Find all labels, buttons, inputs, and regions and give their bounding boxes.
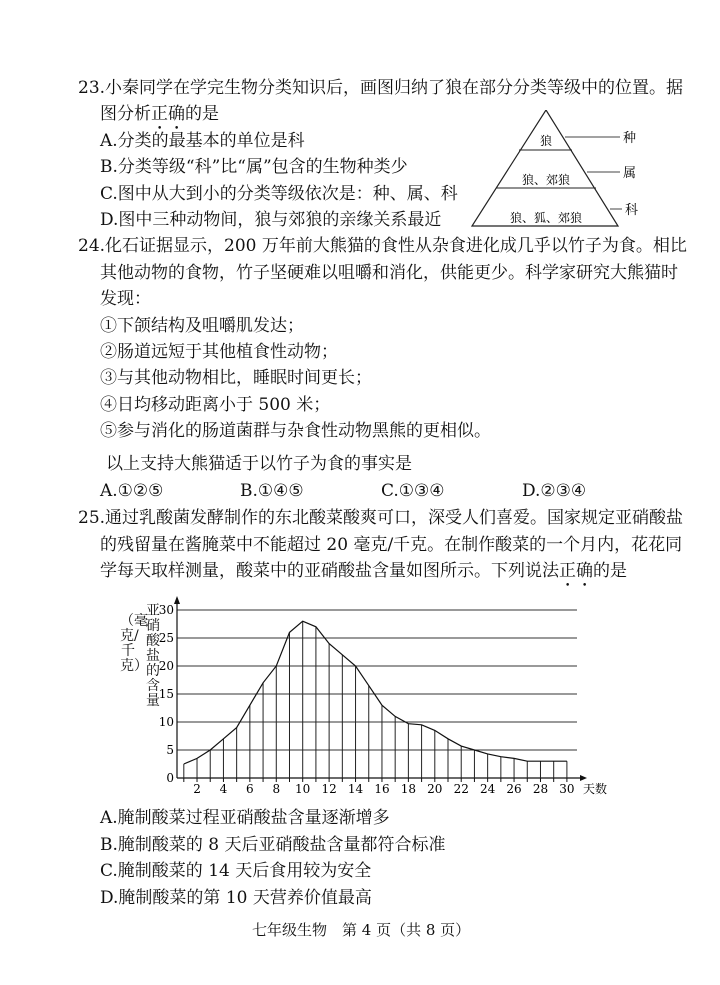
- q25-option-d: D.腌制酸菜的第 10 天营养价值最高: [100, 888, 372, 908]
- q25-option-b: B.腌制酸菜的 8 天后亚硝酸盐含量都符合标准: [100, 835, 446, 855]
- q24-stem-line1: 24.化石证据显示，200 万年前大熊猫的食性从杂食进化成几乎以竹子为食。相比: [78, 236, 687, 256]
- x-tick-label: 16: [374, 782, 390, 796]
- q25-option-c: C.腌制酸菜的 14 天后食用较为安全: [100, 861, 372, 881]
- q24-option-c: C.①③④: [381, 481, 445, 501]
- x-tick-label: 12: [321, 782, 337, 796]
- y-tick-label: 10: [158, 715, 174, 729]
- label-species: 种: [623, 131, 637, 146]
- text: 的是: [185, 104, 219, 124]
- pyramid-outline: [472, 110, 618, 226]
- x-tick-label: 24: [479, 782, 496, 796]
- q24-option-a: A.①②⑤: [100, 481, 164, 501]
- x-tick-label: 26: [506, 782, 522, 796]
- x-tick-label: 28: [532, 782, 549, 796]
- page-footer: 七年级生物 第 4 页（共 8 页）: [252, 921, 471, 939]
- q23-option-b: B.分类等级“科”比“属”包含的生物种类少: [100, 157, 408, 177]
- pyramid-level-genus: 狼、郊狼: [521, 173, 571, 187]
- x-tick-label: 30: [559, 782, 575, 796]
- emphasis-text: 正确: [559, 561, 593, 581]
- q25-stem-line1: 25.通过乳酸菌发酵制作的东北酸菜酸爽可口，深受人们喜爱。国家规定亚硝酸盐: [78, 508, 684, 528]
- x-axis-label: 天数: [583, 782, 608, 796]
- text: 学每天取样测量，酸菜中的亚硝酸盐含量如图所示。下列说法: [100, 561, 559, 581]
- y-tick-label: 15: [158, 687, 174, 701]
- chart-y-unit: （毫克/千克）: [120, 613, 148, 674]
- y-tick-label: 20: [158, 659, 174, 673]
- q24-fact-3: ③与其他动物相比，睡眠时间更长；: [100, 368, 372, 388]
- y-tick-label: 30: [158, 603, 174, 617]
- text: 的是: [593, 561, 627, 581]
- pyramid-level-species: 狼: [539, 134, 553, 148]
- x-tick-label: 22: [453, 782, 469, 796]
- y-tick-label: 0: [166, 771, 174, 785]
- x-axis-arrow: [580, 775, 587, 781]
- q24-option-d: D.②③④: [522, 481, 587, 501]
- q24-stem-line2: 其他动物的食物，竹子坚硬难以咀嚼和消化，供能更少。科学家研究大熊猫时: [100, 263, 678, 283]
- x-tick-label: 20: [427, 782, 443, 796]
- chart-y-label: 亚硝酸盐的含量: [146, 603, 160, 709]
- text: 图分析: [100, 104, 151, 124]
- y-axis-arrow: [174, 596, 180, 604]
- pyramid-level-family: 狼、狐、郊狼: [509, 211, 583, 225]
- x-tick-label: 8: [272, 782, 281, 796]
- x-tick-label: 10: [295, 782, 311, 796]
- x-tick-label: 2: [193, 782, 201, 796]
- q25-option-a: A.腌制酸菜过程亚硝酸盐含量逐渐增多: [100, 808, 390, 828]
- q24-option-b: B.①④⑤: [240, 481, 304, 501]
- emphasis-text: 正确: [151, 104, 185, 124]
- q24-stem-line3: 发现：: [100, 289, 151, 309]
- x-tick-label: 6: [246, 782, 254, 796]
- q23-stem-line1: 23.小秦同学在学完生物分类知识后，画图归纳了狼在部分分类等级中的位置。据: [78, 78, 684, 98]
- q24-fact-4: ④日均移动距离小于 500 米；: [100, 395, 331, 415]
- q24-fact-5: ⑤参与消化的肠道菌群与杂食性动物黑熊的更相似。: [100, 421, 491, 441]
- y-tick-label: 25: [158, 631, 174, 645]
- y-tick-label: 5: [166, 743, 174, 757]
- q23-option-a: A.分类的最基本的单位是科: [100, 131, 305, 151]
- data-line: [184, 621, 567, 764]
- classification-pyramid-diagram: [460, 110, 660, 240]
- x-tick-label: 14: [347, 782, 364, 796]
- label-family: 科: [625, 203, 639, 218]
- q24-fact-1: ①下颌结构及咀嚼肌发达；: [100, 316, 304, 336]
- q23-stem-line2: [100, 104, 219, 134]
- nitrite-chart: [110, 595, 610, 800]
- q25-stem-line3: [100, 561, 627, 591]
- q24-question: 以上支持大熊猫适于以竹子为食的事实是: [106, 454, 412, 474]
- q23-option-c: C.图中从大到小的分类等级依次是：种、属、科: [100, 184, 458, 204]
- x-tick-label: 18: [400, 782, 417, 796]
- label-genus: 属: [623, 166, 637, 181]
- x-tick-label: 4: [219, 782, 228, 796]
- q23-option-d: D.图中三种动物间，狼与郊狼的亲缘关系最近: [100, 210, 442, 230]
- q25-stem-line2: 的残留量在酱腌菜中不能超过 20 毫克/千克。在制作酸菜的一个月内，花花同: [100, 535, 683, 555]
- q24-fact-2: ②肠道远短于其他植食性动物；: [100, 342, 338, 362]
